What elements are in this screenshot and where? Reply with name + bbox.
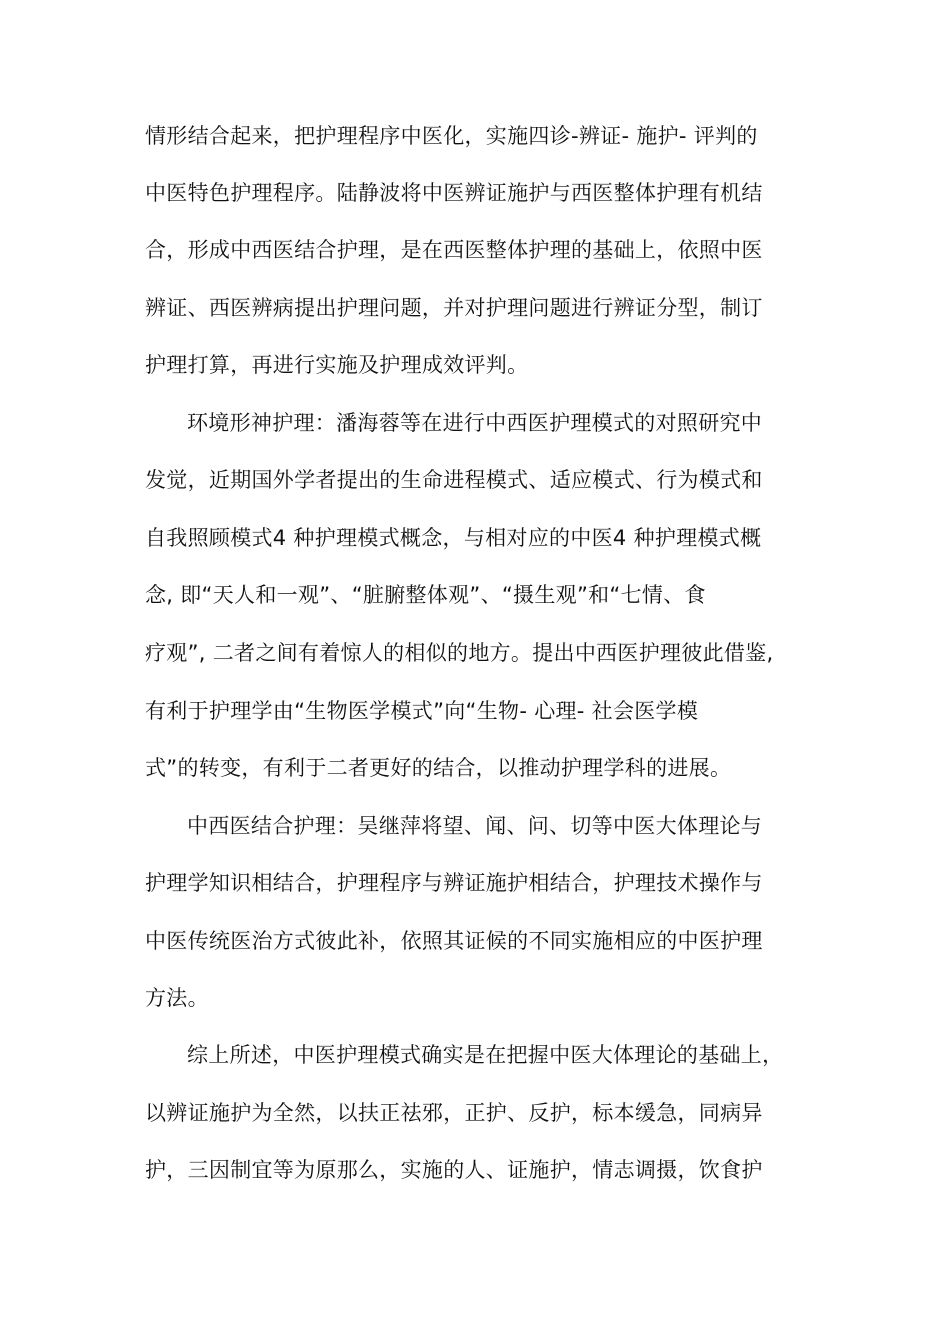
paragraph-first-line: 中西医结合护理：吴继萍将望、闻、问、切等中医大体理论与 [187,814,763,838]
paragraph-first-line: 综上所述，中医护理模式确实是在把握中医大体理论的基础上， [187,1043,784,1067]
text-line: 情形结合起来，把护理程序中医化，实施四诊-辨证- 施护- 评判的 [145,124,758,148]
text-line: 护，三因制宜等为原那么，实施的人、证施护，情志调摄，饮食护 [145,1158,763,1182]
text-line: 合，形成中西医结合护理，是在西医整体护理的基础上，依照中医 [145,238,763,262]
text-line: 辨证、西医辨病提出护理问题，并对护理问题进行辨证分型，制订 [145,296,763,320]
paragraph-first-line: 环境形神护理：潘海蓉等在进行中西医护理模式的对照研究中 [187,411,763,435]
text-line: 护理学知识相结合，护理程序与辨证施护相结合，护理技术操作与 [145,871,763,895]
text-line: 有利于护理学由“生物医学模式”向“生物- 心理- 社会医学模 [145,699,699,723]
text-line: 中医传统医治方式彼此补，依照其证候的不同实施相应的中医护理 [145,929,763,953]
text-line: 中医特色护理程序。陆静波将中医辨证施护与西医整体护理有机结 [145,181,763,205]
text-line: 发觉，近期国外学者提出的生命进程模式、适应模式、行为模式和 [145,468,763,492]
text-line: 护理打算，再进行实施及护理成效评判。 [145,353,529,377]
text-line: 疗观”, 二者之间有着惊人的相似的地方。提出中西医护理彼此借鉴, [145,641,774,665]
text-line: 以辨证施护为全然，以扶正祛邪，正护、反护，标本缓急，同病异 [145,1101,763,1125]
text-line: 念, 即“天人和一观”、“脏腑整体观”、“摄生观”和“七情、食 [145,583,706,607]
text-line: 自我照顾模式4 种护理模式概念，与相对应的中医4 种护理模式概 [145,526,762,550]
text-line: 方法。 [145,986,209,1010]
text-line: 式”的转变，有利于二者更好的结合，以推动护理学科的进展。 [145,756,732,780]
